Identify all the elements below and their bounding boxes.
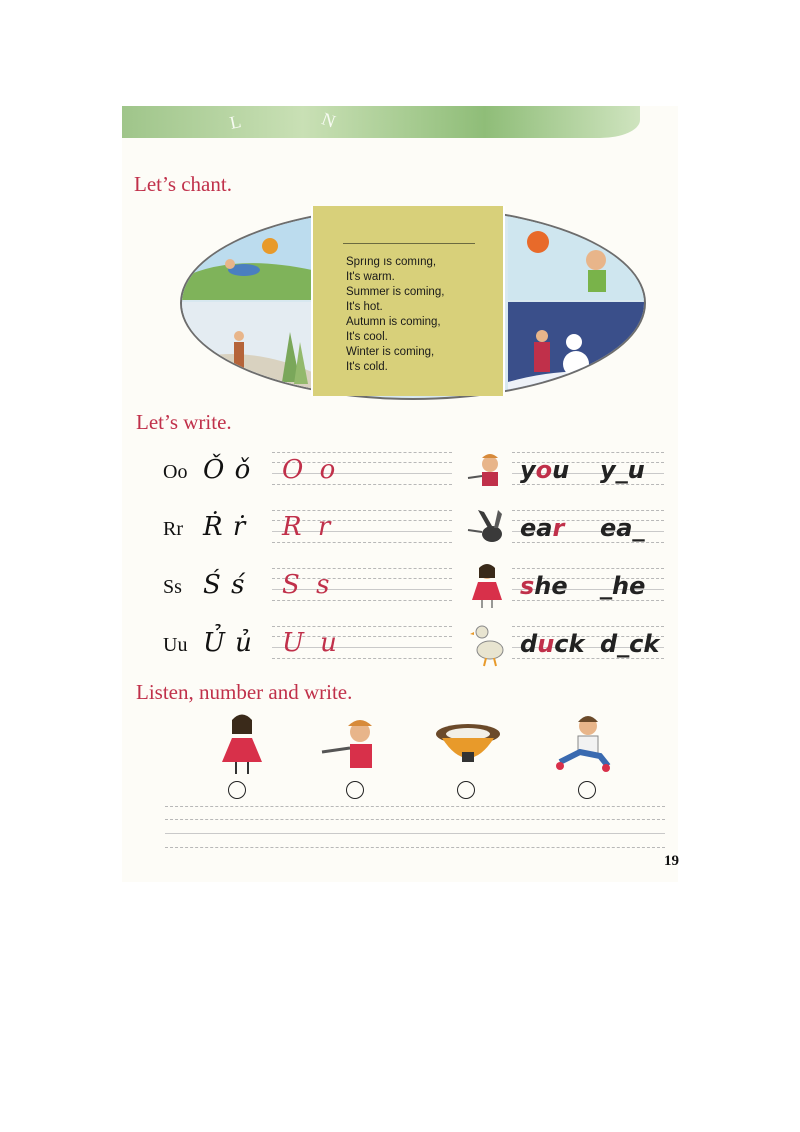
number-circle[interactable] xyxy=(346,781,364,799)
number-circle[interactable] xyxy=(578,781,596,799)
letter-print: Uu xyxy=(163,634,188,656)
letter-print: Oo xyxy=(163,461,188,483)
letter-print: Rr xyxy=(163,518,183,540)
example-word: she xyxy=(520,572,568,600)
girl-picture xyxy=(218,712,266,778)
letter-print: Ss xyxy=(163,576,182,598)
write-heading: Let’s write. xyxy=(136,410,232,434)
page-number: 19 xyxy=(664,853,679,869)
chant-line: It's hot. xyxy=(346,301,383,313)
stroke-order-glyph: Ś ś xyxy=(203,570,246,600)
fill-blank-word: _he xyxy=(600,572,646,600)
pot-picture xyxy=(432,718,504,774)
spring-scene xyxy=(182,208,312,300)
trace-letters: O o xyxy=(282,455,340,485)
chant-line: Winter is coming, xyxy=(346,346,435,358)
number-circle[interactable] xyxy=(228,781,246,799)
trace-letters: S s xyxy=(282,570,334,600)
girl-icon xyxy=(470,562,504,610)
stroke-order-glyph: Ủ ủ xyxy=(203,628,253,658)
chant-line: It's warm. xyxy=(346,271,395,283)
trace-letters: U u xyxy=(282,628,341,658)
chant-heading: Let’s chant. xyxy=(134,172,232,196)
chant-line: It's cold. xyxy=(346,361,388,373)
winter-scene xyxy=(508,302,644,398)
chant-line: Autumn is coming, xyxy=(346,316,441,328)
answer-writing-lines[interactable] xyxy=(165,806,665,850)
fill-blank-word: d_ck xyxy=(600,630,660,658)
banner-letter-l: L xyxy=(227,111,243,133)
fill-blank-word: ea_ xyxy=(600,514,645,542)
rabbit-ear-icon xyxy=(464,508,508,548)
stroke-order-glyph: Ṙ ṙ xyxy=(203,512,247,542)
autumn-scene xyxy=(182,302,312,398)
trace-letters: R r xyxy=(282,512,335,542)
number-circle[interactable] xyxy=(457,781,475,799)
stroke-order-glyph: Ǒ ǒ xyxy=(203,455,252,485)
banner-letter-n: N xyxy=(319,108,339,132)
example-word: you xyxy=(520,456,570,484)
chant-line: Summer is coming, xyxy=(346,286,445,298)
boy-pointing-icon xyxy=(464,452,508,488)
fill-blank-word: y_u xyxy=(600,456,645,484)
example-word: ear xyxy=(520,514,565,542)
boy-sitting-picture xyxy=(550,712,614,776)
listen-heading: Listen, number and write. xyxy=(136,680,353,704)
poem-rule xyxy=(343,243,475,244)
boy-picture xyxy=(318,716,382,772)
summer-scene xyxy=(508,208,644,300)
green-banner xyxy=(122,106,640,138)
chant-line: It's cool. xyxy=(346,331,388,343)
chant-poem xyxy=(311,206,505,396)
example-word: duck xyxy=(520,630,585,658)
duck-icon xyxy=(470,622,504,668)
chant-line: Sprıng ıs comıng, xyxy=(346,256,437,268)
